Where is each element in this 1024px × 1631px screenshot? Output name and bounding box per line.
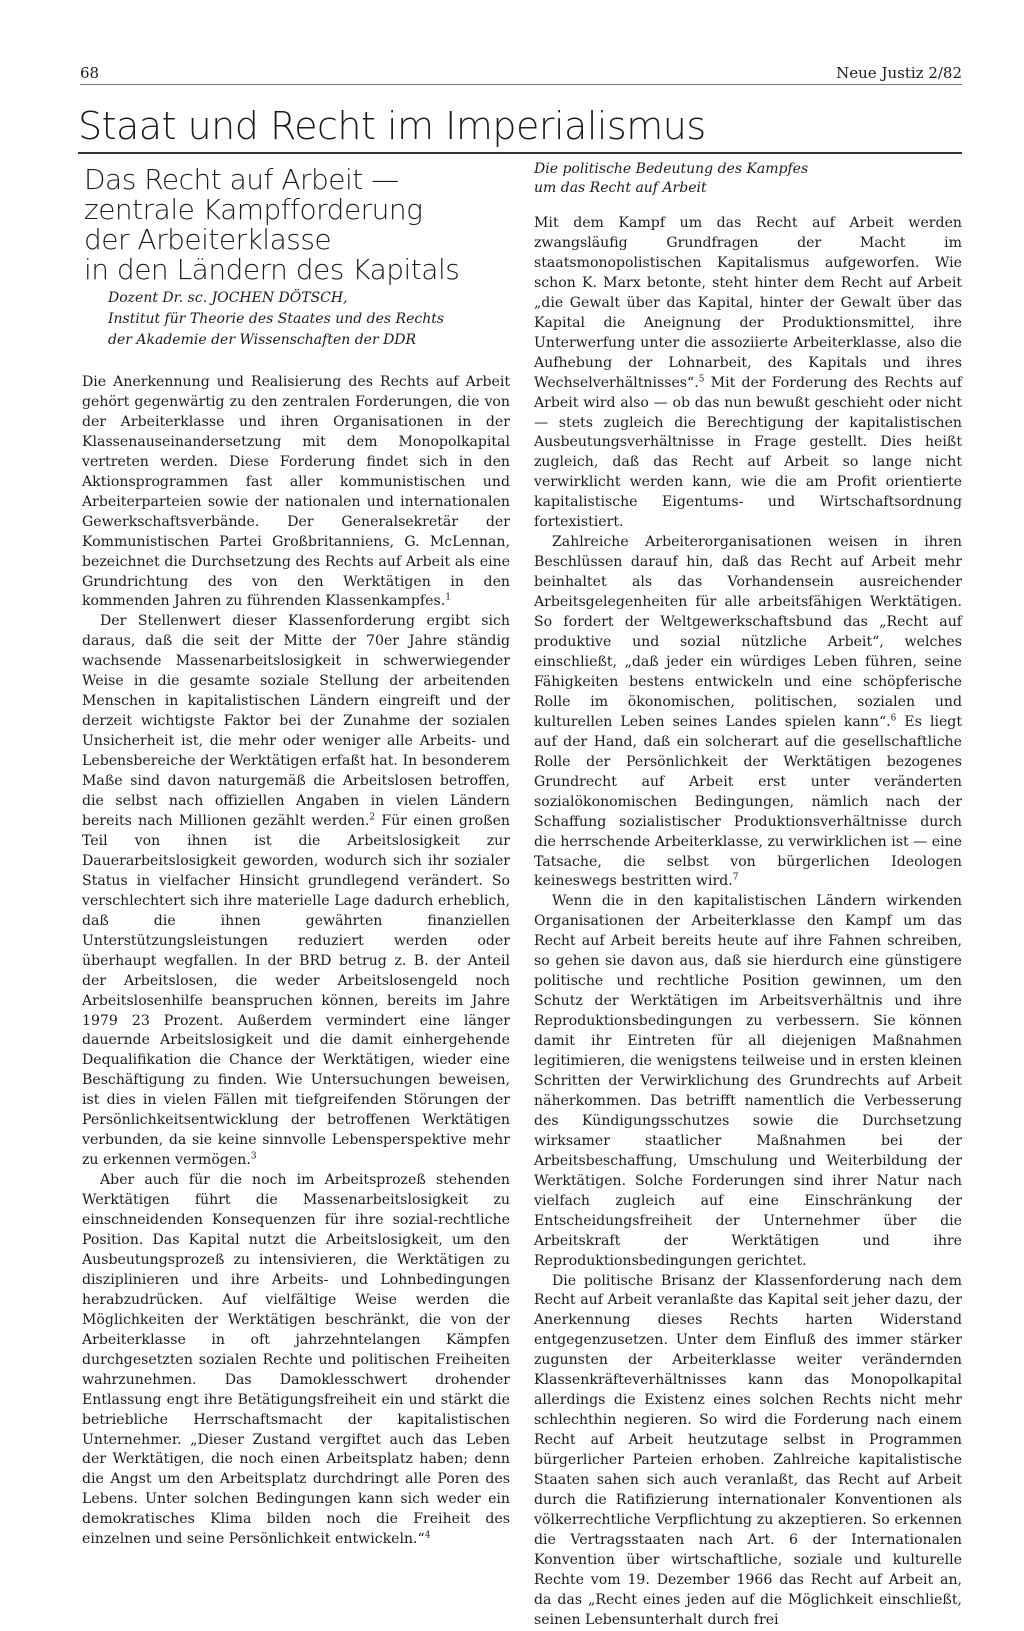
article-title-line: Das Recht auf Arbeit —: [84, 163, 399, 196]
left-column: [82, 373, 510, 1550]
paragraph-text: Es liegt auf der Hand, daß ein solcherart auf die gesellschaftliche Rolle der Persönlichkeit der Werktätigen bezogenes Grundrecht auf Arbeit erst unter veränderten sozialökonomischen Bedingungen, nämlich nach der Schaffung sozialistischer Produktionsverhältnisse durch die herrschende Arbeiterklasse, zu verwirklichen ist — eine Tatsache, die selbst von bürgerlichen Ideologen keineswegs bestritten wird.: [534, 713, 962, 890]
paragraph-text: Der Stellenwert dieser Klassenforderung ergibt sich daraus, daß die seit der Mitte der 70er Jahre ständig wachsende Massenarbeitslosigkeit in schwerwiegender Weise in die gesamte soziale Stellung der arbeitenden Menschen in kapitalistischen Ländern eingreift und der derzeit wichtigste Faktor bei der Zunahme der sozialen Unsicherheit ist, die mehr oder weniger alle Arbeits- und Lebensbereiche der Werktätigen erfaßt hat. In besonderem Maße sind davon naturgemäß die Arbeitslosen betroffen, die selbst nach offiziellen Angaben in vielen Ländern bereits nach Millionen gezählt werden.: [82, 613, 510, 829]
paragraph: [82, 612, 510, 1171]
paragraph: [82, 1171, 510, 1550]
paragraph: [534, 892, 962, 1271]
paragraph-text: Wenn die in den kapitalistischen Ländern wirkenden Organisationen der Arbeiterklasse den Kampf um das Recht auf Arbeit bereits heute auf ihre Fahnen schreiben, so gehen sie davon aus, daß sie hierdurch eine günstigere politische und rechtliche Position gewinnen, um den Schutz der Werktätigen im Arbeitsverhältnis und ihre Reproduktionsbedingungen zu verbessern. Sie können damit ihr Eintreten für all diejenigen Maßnahmen legitimieren, die wenigstens teilweise und in ersten kleinen Schritten der Verwirklichung des Grundrechts auf Arbeit näherkommen. Das betrifft namentlich die Verbesserung des Kündigungsschutzes sowie die Durchsetzung wirksamer staatlicher Maßnahmen bei der Arbeitsbeschaffung, Umschulung und Weiterbildung der Werktätigen. Solche Forderungen sind ihrer Natur nach vielfach zugleich auf eine Einschränkung der Entscheidungsfreiheit der Unternehmer über die Arbeitskraft der Werktätigen und ihre Reproduktionsbedingungen gerichtet.: [534, 893, 962, 1269]
article-title: [84, 165, 504, 285]
paragraph: [534, 214, 962, 533]
footnote-ref: 4: [424, 1530, 431, 1541]
subheading-line: um das Recht auf Arbeit: [534, 180, 707, 196]
footnote-ref: 5: [698, 373, 705, 384]
paragraph-text: Die politische Brisanz der Klassenforderung nach dem Recht auf Arbeit veranlaßte das Kapital seit jeher dazu, der Anerkennung dieses Rechts harten Widerstand entgegenzusetzen. Unter dem Einfluß des immer stärker zugunsten der Arbeiterklasse weiter verändernden Klassenkräfteverhältnisses kann das Monopolkapital allerdings die Existenz eines solchen Rechts nicht mehr schlechthin negieren. So wird die Forderung nach einem Recht auf Arbeit heutzutage selbst in Programmen bürgerlicher Parteien erhoben. Zahlreiche kapitalistische Staaten sahen sich auch veranlaßt, das Recht auf Arbeit durch die Ratifizierung internationaler Konventionen als völkerrechtliche Verpflichtung zu akzeptieren. So erkennen die Vertragsstaaten nach Art. 6 der Internationalen Konvention über wirtschaftliche, soziale und kulturelle Rechte vom 19. Dezember 1966 das Recht auf Arbeit an, da das „Recht eines jeden auf die Möglichkeit einschließt, seinen Lebensunterhalt durch frei: [534, 1272, 962, 1628]
author-line: der Akademie der Wissenschaften der DDR: [108, 332, 417, 348]
article-title-line: der Arbeiterklasse: [84, 223, 332, 256]
author-line: Dozent Dr. sc. JOCHEN DÖTSCH,: [108, 290, 348, 306]
author-block: [108, 288, 508, 351]
article-title-line: zentrale Kampfforderung: [84, 193, 423, 226]
paragraph: [82, 373, 510, 612]
paragraph-text: Mit der Forderung des Rechts auf Arbeit wird also — ob das nun bewußt geschieht oder nicht — stets zugleich die Berechtigung der kapitalistischen Ausbeutungsverhältnisse in Frage gestellt. Dies heißt zugleich, daß das Recht auf Arbeit so lange nicht verwirklicht werden kann, wie die am Profit orientierte kapitalistische Eigentums- und Wirtschaftsordnung fortexistiert.: [534, 374, 962, 531]
paragraph: [534, 533, 962, 892]
journal-issue: Neue Justiz 2/82: [836, 64, 962, 82]
footnote-ref: 6: [890, 713, 897, 724]
subheading-line: Die politische Bedeutung des Kampfes: [534, 161, 809, 177]
running-header: [80, 64, 962, 85]
right-subheading: [534, 160, 962, 198]
footnote-ref: 7: [732, 872, 739, 883]
paragraph-text: Zahlreiche Arbeiterorganisationen weisen in ihren Beschlüssen darauf hin, daß das Recht auf Arbeit mehr beinhaltet als das Vorhandensein ausreichender Arbeitsgelegenheiten für alle arbeitsfähigen Werktätigen. So fordert der Weltgewerkschaftsbund das „Recht auf produktive und sozial nützliche Arbeit“, welches einschließt, „daß jeder ein würdiges Leben führen, seine Fähigkeiten bestens entwickeln und eine schöpferische Rolle im ökonomischen, politischen, sozialen und kulturellen Leben seines Landes spielen kann“.: [534, 534, 962, 730]
paragraph-text: Die Anerkennung und Realisierung des Rechts auf Arbeit gehört gegenwärtig zu den zentralen Forderungen, die von der Arbeiterklasse und ihren Organisationen in der Klassenauseinandersetzung mit dem Monopolkapital vertreten werden. Diese Forderung findet sich in den Aktionsprogrammen fast aller kommunistischen und Arbeiterparteien sowie der nationalen und internationalen Gewerkschaftsverbände. Der Generalsekretär der Kommunistischen Partei Großbritanniens, G. McLennan, bezeichnet die Durchsetzung des Rechts auf Arbeit als eine Grundrichtung des von den Werktätigen in den kommenden Jahren zu führenden Klassenkampfes.: [82, 374, 510, 610]
author-line: Institut für Theorie des Staates und des Rechts: [108, 311, 445, 327]
paragraph-text: Mit dem Kampf um das Recht auf Arbeit werden zwangsläufig Grundfragen der Macht im staatsmonopolistischen Kapitalismus aufgeworfen. Wie schon K. Marx betonte, steht hinter dem Recht auf Arbeit „die Gewalt über das Kapital, hinter der Gewalt über das Kapital die Aneignung der Produktionsmittel, ihre Unterwerfung unter die assoziierte Arbeiterklasse, also die Aufhebung der Lohnarbeit, des Kapitals und ihres Wechselverhältnisses“.: [534, 215, 962, 391]
footnote-ref: 3: [250, 1151, 257, 1162]
footnote-ref: 2: [369, 812, 376, 823]
right-column: [534, 214, 962, 1631]
footnote-ref: 1: [445, 592, 451, 603]
paragraph-text: Aber auch für die noch im Arbeitsprozeß stehenden Werktätigen führt die Massenarbeitslosigkeit zu einschneidenden Konsequenzen für ihre sozial-rechtliche Position. Das Kapital nutzt die Arbeitslosigkeit, um den Ausbeutungsprozeß zu intensivieren, die Werktätigen zu disziplinieren und ihre Arbeits- und Lohnbedingungen herabzudrücken. Auf vielfältige Weise werden die Möglichkeiten der Werktätigen beschränkt, die von der Arbeiterklasse in oft jahrzehntelangen Kämpfen durchgesetzten sozialen Rechte und politischen Freiheiten wahrzunehmen. Das Damoklesschwert drohender Entlassung engt ihre Betätigungsfreiheit ein und stärkt die betriebliche Herrschaftsmacht der kapitalistischen Unternehmer. „Dieser Zustand vergiftet auch das Leben der Werktätigen, die noch einen Arbeitsplatz haben; denn die Angst um den Arbeitsplatz durchdringt alle Poren des Lebens. Unter solchen Bedingungen kann sich weder ein demokratisches Klima bilden noch die Freiheit des einzelnen und seine Persönlichkeit entwickeln.“: [82, 1172, 510, 1548]
section-title: Staat und Recht im Imperialismus: [78, 100, 962, 154]
page-number: 68: [80, 64, 100, 82]
paragraph: [534, 1272, 962, 1631]
article-title-line: in den Ländern des Kapitals: [84, 253, 460, 286]
paragraph-text: Für einen großen Teil von ihnen ist die Arbeitslosigkeit zur Dauerarbeitslosigkeit geworden, wodurch sich ihr sozialer Status in vielfacher Hinsicht grundlegend verändert. So verschlechtert sich ihre materielle Lage dadurch erheblich, daß die ihnen gewährten finanziellen Unterstützungsleistungen reduziert werden oder überhaupt wegfallen. In der BRD betrug z. B. der Anteil der Arbeitslosen, die weder Arbeitslosengeld noch Arbeitslosenhilfe beanspruchen können, bereits im Jahre 1979 23 Prozent. Außerdem vermindert eine länger dauernde Arbeitslosigkeit und die damit einhergehende Dequalifikation die Chance der Werktätigen, wieder eine Beschäftigung zu finden. Wie Untersuchungen beweisen, ist dies in vielen Fällen mit tiefgreifenden Störungen der Persönlichkeitsentwicklung der betroffenen Werktätigen verbunden, da sie keine sinnvolle Lebensperspektive mehr zu erkennen vermögen.: [82, 812, 511, 1169]
